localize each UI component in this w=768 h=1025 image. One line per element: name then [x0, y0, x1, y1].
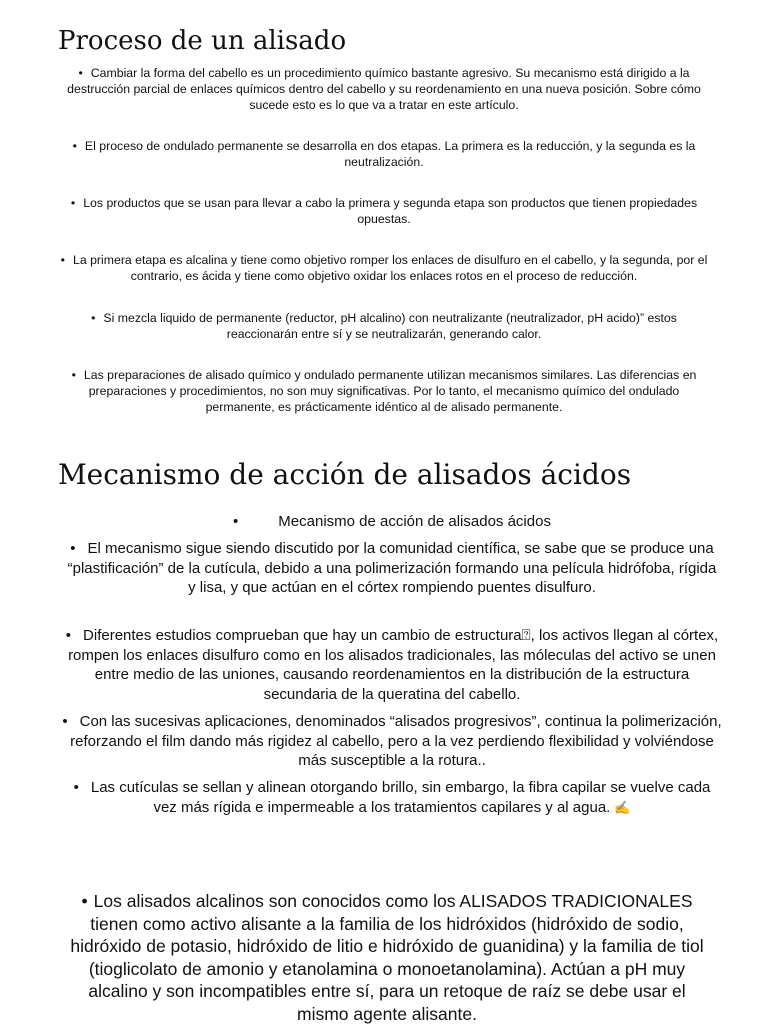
bullet-dot: •	[72, 139, 77, 153]
section-title-mecanismo: Mecanismo de acción de alisados ácidos	[58, 458, 632, 491]
bullet-dot: •	[65, 627, 72, 644]
bullet-paragraph	[62, 512, 722, 532]
bullet-dot: •	[73, 779, 79, 796]
bullet-paragraph	[62, 890, 712, 1025]
bullet-paragraph	[56, 138, 712, 170]
bullet-text: Las preparaciones de alisado químico y ondulado permanente utilizan mecanismos similares. Las diferencias en preparaciones y procedimientos, no son muy significativas. Por lo tanto, el mecanismo químico del ondulado permanente, es prácticamente idéntico al de alisado permanente.	[83, 368, 697, 414]
bullet-text: Con las sucesivas aplicaciones, denominados “alisados progresivos”, continua la polimerización, reforzando el film dando más rigidez al cabello, pero a la vez perdiendo flexibilidad y volviéndose más susceptible a la rotura..	[70, 713, 722, 769]
bullet-text: La primera etapa es alcalina y tiene como objetivo romper los enlaces de disulfuro en el cabello, y la segunda, por el contrario, es ácida y tiene como objetivo oxidar los enlaces rotos en el proceso de reducción.	[72, 253, 708, 283]
bullet-text: El proceso de ondulado permanente se desarrolla en dos etapas. La primera es la reducción, y la segunda es la neutralización.	[84, 139, 696, 169]
bullet-text: Si mezcla liquido de permanente (reductor, pH alcalino) con neutralizante (neutralizador, pH acido)” estos reaccionarán entre sí y se neutralizarán, generando calor.	[103, 311, 677, 341]
bullet-text: Los alisados alcalinos son conocidos como los ALISADOS TRADICIONALES tienen como activo alisante a la familia de los hidróxidos (hidróxido de sodio, hidróxido de potasio, hidróxido de litio e hidróxido de guanidina) y la familia de tiol (tioglicolato de amonio y etanolamina o monoetanolamina). Actúan a pH muy alcalino y son incompatibles entre sí, para un retoque de raíz se debe usar el mismo agente alisante.	[70, 891, 704, 1024]
bullet-dot: •	[71, 368, 76, 382]
bullet-dot: •	[70, 540, 76, 557]
bullet-dot: •	[70, 196, 76, 210]
bullet-text: El mecanismo sigue siendo discutido por la comunidad científica, se sabe que se produce una “plastificación” de la cutícula, debido a una polimerización formando una película hidrófoba, rígida y lisa, y que actúan en el córtex rompiendo puentes disulfuro.	[67, 540, 717, 596]
bullet-text: Los productos que se usan para llevar a cabo la primera y segunda etapa son productos que tienen propiedades opuestas.	[83, 196, 698, 226]
bullet-paragraph	[56, 310, 712, 342]
bullet-dot: •	[62, 713, 68, 730]
bullet-paragraph	[62, 778, 722, 817]
bullet-paragraph	[62, 539, 722, 598]
bullet-dot: •	[81, 891, 88, 911]
bullet-dot: •	[60, 253, 65, 267]
bullet-dot: •	[91, 311, 96, 325]
bullet-paragraph	[56, 252, 712, 284]
signature-icon: ✍	[614, 799, 631, 815]
bullet-text: Diferentes estudios comprueban que hay un cambio de estructura⍰, los activos llegan al córtex, rompen los enlaces disulfuro como en los alisados tradicionales, las móleculas del activo se unen entre medio de las uniones, causando reordenamientos en la distribución de la estructura secundaria de la queratina del cabello.	[68, 627, 719, 703]
bullet-text: Las cutículas se sellan y alinean otorgando brillo, sin embargo, la fibra capilar se vuelve cada vez más rígida e impermeable a los tratamientos capilares y al agua.	[90, 779, 711, 816]
bullet-paragraph	[62, 712, 722, 771]
bullet-paragraph	[56, 65, 712, 113]
bullet-paragraph	[62, 626, 722, 704]
bullet-paragraph	[56, 195, 712, 227]
bullet-text: Mecanismo de acción de alisados ácidos	[278, 513, 551, 530]
bullet-dot: •	[78, 66, 83, 80]
bullet-paragraph	[56, 367, 712, 415]
section-title-proceso: Proceso de un alisado	[58, 26, 347, 56]
bullet-text: Cambiar la forma del cabello es un procedimiento químico bastante agresivo. Su mecanismo está dirigido a la destrucción parcial de enlaces químicos dentro del cabello y su reordenamiento en una nueva posición. Sobre cómo sucede esto es lo que va a tratar en este artículo.	[67, 66, 701, 112]
bullet-dot: •	[233, 513, 239, 530]
